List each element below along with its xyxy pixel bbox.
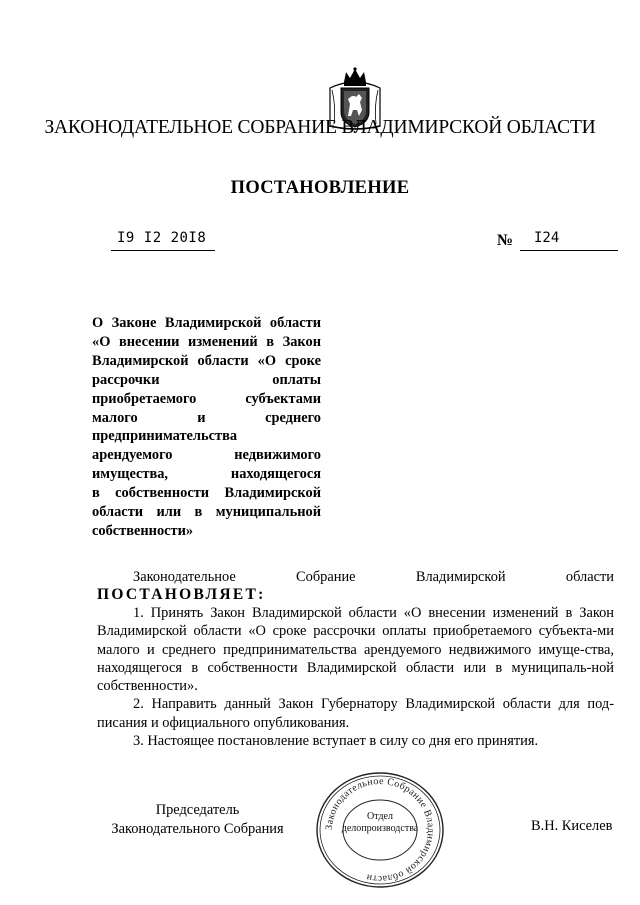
document-number: I24 (534, 230, 560, 246)
resolution-body (97, 604, 614, 750)
organization-title: ЗАКОНОДАТЕЛЬНОЕ СОБРАНИЕ ВЛАДИМИРСКОЙ ОБЛАСТИ (44, 117, 596, 138)
subject-line: Владимирской области «О сроке (92, 352, 321, 369)
seal-ring-text: Законодательное Собрание Владимирской области (323, 775, 437, 885)
document-subject (92, 314, 321, 541)
subject-line: предпринимательства (92, 428, 238, 445)
document-date: I9 I2 20I8 (117, 230, 207, 246)
seal-center-line: Отдел (367, 811, 393, 822)
subject-line: приобретаемого субъектами (92, 390, 321, 407)
subject-line: области или в муниципальной (92, 504, 321, 521)
number-label: № (497, 232, 514, 249)
signer-position-line: Председатель (155, 802, 240, 818)
date-field (111, 230, 215, 251)
resolution-item: 1. Принять Закон Владимирской области «О внесении изменений в Закон Владимирской области «О сроке рассрочки оплаты приобретаемого субъекта-ми малого и среднего предпринимательства арендуемого недвижимого имуще-ства, находящегося в собственности Владимирской области или в муниципаль-ной собственности». (97, 605, 614, 695)
subject-line: арендуемого недвижимого (92, 447, 321, 464)
resolution-item: 2. Направить данный Закон Губернатору Владимирской области для под-писания и официального опубликования. (97, 696, 614, 731)
document-type: ПОСТАНОВЛЕНИЕ (230, 178, 410, 198)
number-field (520, 230, 618, 251)
signer-position (100, 801, 295, 839)
preamble: Законодательное Собрание Владимирской области (133, 569, 614, 585)
subject-line: имущества, находящегося (92, 466, 321, 483)
signer-name: В.Н. Киселев (531, 818, 613, 834)
subject-line: «О внесении изменений в Закон (92, 333, 321, 350)
signer-position-line: Законодательного Собрания (111, 821, 284, 837)
subject-line: собственности» (92, 522, 194, 539)
resolves-heading: ПОСТАНОВЛЯЕТ: (97, 586, 266, 603)
seal-center-text (336, 811, 424, 835)
resolution-item: 3. Настоящее постановление вступает в силу со дня его принятия. (133, 733, 539, 750)
subject-line: рассрочки оплаты (92, 371, 321, 388)
subject-line: в собственности Владимирской (92, 485, 321, 502)
subject-line: О Законе Владимирской области (92, 315, 321, 331)
seal-center-line: делопроизводства (341, 823, 419, 834)
subject-line: малого и среднего (92, 409, 321, 426)
